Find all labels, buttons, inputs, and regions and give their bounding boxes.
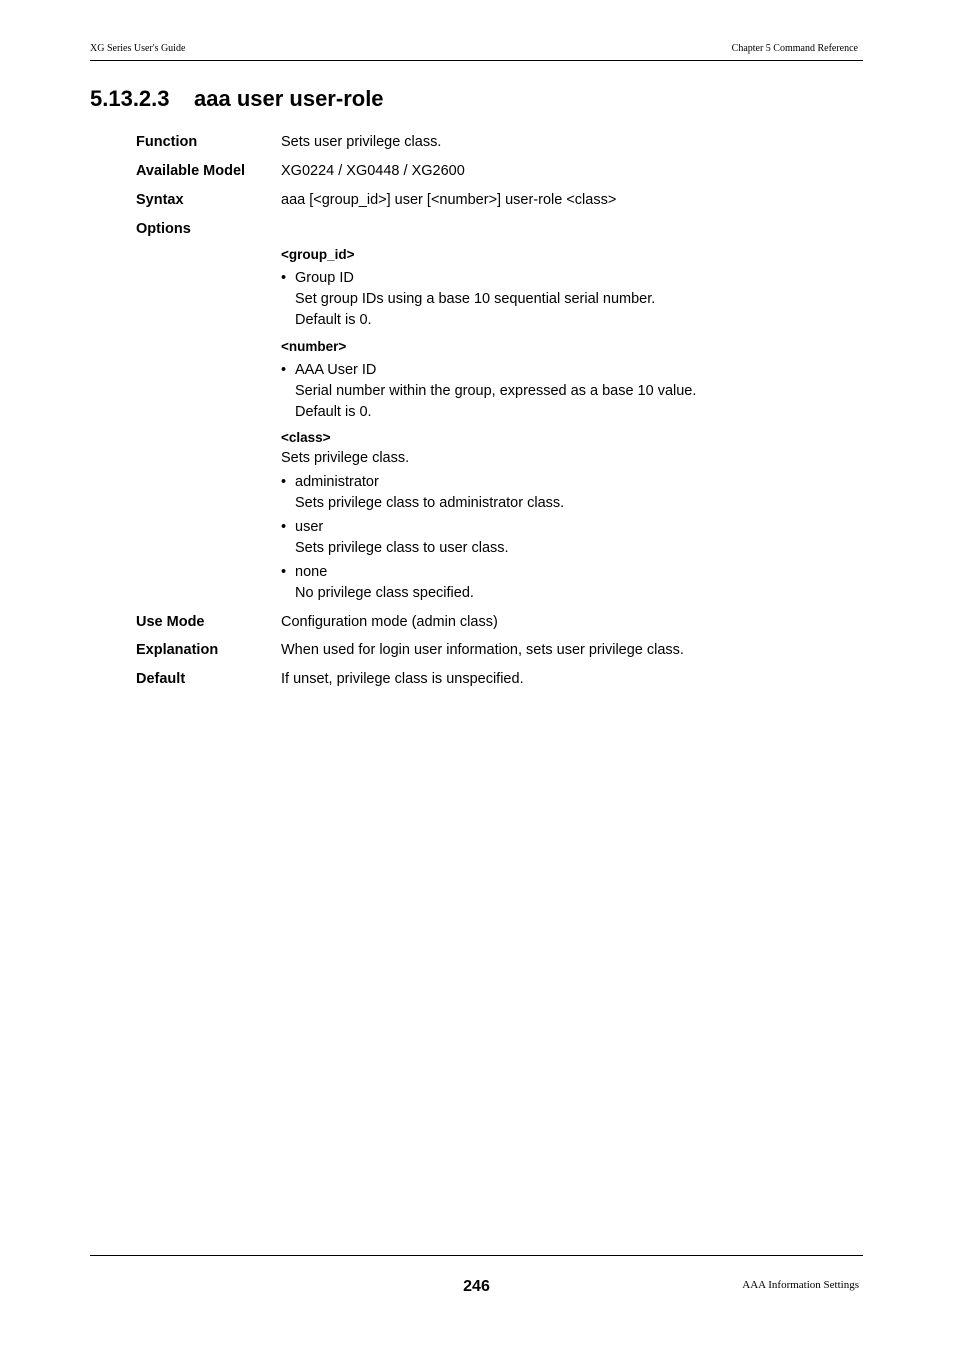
option-group-id-item-label: Group ID xyxy=(295,270,354,286)
option-number-name: <number> xyxy=(281,339,347,354)
bullet-icon: • xyxy=(281,474,287,490)
page-header xyxy=(90,42,863,61)
syntax-value: aaa [<group_id>] user [<number>] user-role <class> xyxy=(281,192,617,208)
explanation-label: Explanation xyxy=(136,642,219,658)
option-class-item-desc: Sets privilege class to administrator class. xyxy=(295,495,565,511)
default-label: Default xyxy=(136,671,186,687)
bullet-icon: • xyxy=(281,270,287,286)
use-mode-value: Configuration mode (admin class) xyxy=(281,614,498,630)
option-group-id-desc-1: Set group IDs using a base 10 sequential serial number. xyxy=(295,291,656,307)
option-number-desc-2: Default is 0. xyxy=(295,404,372,420)
syntax-label: Syntax xyxy=(136,192,184,208)
function-label: Function xyxy=(136,134,198,150)
option-number-item-label: AAA User ID xyxy=(295,362,377,378)
option-class-item-label: user xyxy=(295,519,324,535)
function-value: Sets user privilege class. xyxy=(281,134,442,150)
header-chapter: Chapter 5 Command Reference xyxy=(731,43,858,54)
bullet-icon: • xyxy=(281,564,287,580)
option-group-id-name: <group_id> xyxy=(281,247,355,262)
bullet-icon: • xyxy=(281,519,287,535)
page-footer xyxy=(90,1255,863,1296)
available-model-label: Available Model xyxy=(136,163,246,179)
explanation-value: When used for login user information, sets user privilege class. xyxy=(281,642,684,658)
option-class-intro: Sets privilege class. xyxy=(281,450,410,466)
option-class-name: <class> xyxy=(281,430,331,445)
default-value: If unset, privilege class is unspecified. xyxy=(281,671,524,687)
use-mode-label: Use Mode xyxy=(136,614,205,630)
option-class-item-desc: Sets privilege class to user class. xyxy=(295,540,509,556)
option-class-item-desc: No privilege class specified. xyxy=(295,585,474,601)
bullet-icon: • xyxy=(281,362,287,378)
page-number: 246 xyxy=(463,1278,490,1295)
footer-section: AAA Information Settings xyxy=(742,1279,859,1291)
option-group-id-desc-2: Default is 0. xyxy=(295,312,372,328)
section-title xyxy=(90,86,384,112)
available-model-value: XG0224 / XG0448 / XG2600 xyxy=(281,163,465,179)
option-number-desc-1: Serial number within the group, expressed as a base 10 value. xyxy=(295,383,697,399)
option-class-item-label: administrator xyxy=(295,474,379,490)
header-doc-title: XG Series User's Guide xyxy=(90,43,186,54)
section-name: aaa user user-role xyxy=(194,86,384,111)
section-number: 5.13.2.3 xyxy=(90,86,170,111)
options-label: Options xyxy=(136,221,191,237)
option-class-item-label: none xyxy=(295,564,328,580)
